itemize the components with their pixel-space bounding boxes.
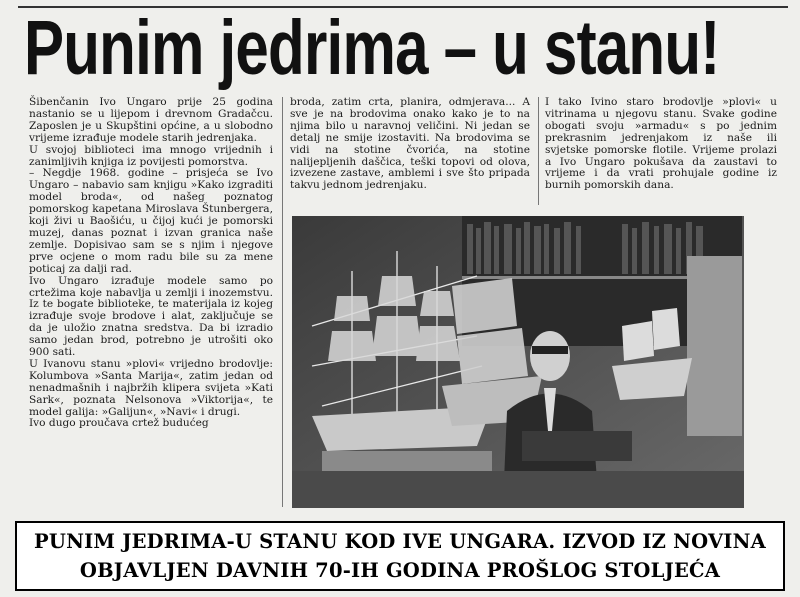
article-column-2: broda, zatim crta, planira, odmjerava... A sve je na brodovima onako kako je to na njima bilo u naravnoj veličini. Ni jedan se detalj ne smije izostaviti. Na brodovima se vidi na stotine čvorića, na stotine nalijepljenih daščica, teški topovi od olova, izvezene zastave, amblemi i sve što pripada takvu jednom jedrenjaku.	[290, 96, 530, 192]
caption-line-2: OBJAVLJEN DAVNIH 70-IH GODINA PROŠLOG STOLJEĆA	[79, 559, 721, 582]
column-divider	[282, 97, 283, 507]
column-divider	[538, 97, 539, 205]
article-column-3: I tako Ivino staro brodovlje »plovi« u vitrinama u njegovu stanu. Svake godine obogati svoju »armadu« s po jednim prekrasnim jedrenjakom iz naše ili svjetske pomorske flotile. Vrijeme prolazi a Ivo Ungaro pokušava da zaustavi to vrijeme i da vrati prohujale godine iz burnih pomorskih dana.	[545, 96, 777, 192]
caption-line-1: PUNIM JEDRIMA-U STANU KOD IVE UNGARA. IZVOD IZ NOVINA	[34, 530, 766, 553]
article-column-1: Šibenčanin Ivo Ungaro prije 25 godina nastanio se u lijepom i drevnom Gradačcu. Zaposlen je u Skupštini općine, a u slobodno vrijeme izrađuje modele starih jedrenjaka. U svojoj biblioteci ima mnogo vrijednih i zanimljivih knjiga iz povijesti pomorstva. – Negdje 1968. godine – prisjeća se Ivo Ungaro – nabavio sam knjigu »Kako izgraditi model broda«, od našeg poznatog pomorskog kapetana Miroslava Štunbergera, koji živi u Baošiću, u čijoj kući je pomorski muzej, danas poznat i izvan granica naše zemlje. Dopisivao sam se s njim i njegove prve ocjene o mom radu bile su za mene poticaj za dalji rad. Ivo Ungaro izrađuje modele samo po crtežima koje nabavlja u zemlji i inozemstvu. Iz te bogate biblioteke, te materijala iz kojeg izrađuje svoje brodove i alat, zaključuje se da je uložio znatna sredstva. Da bi izradio samo jedan brod, potrebno je utrošiti oko 900 sati. U Ivanovu stanu »plovi« vrijedno brodovlje: Kolumbova »Santa Marija«, zatim jedan od nenadmašnih i najbržih klipera svijeta »Kati Sark«, poznata Nelsonova »Viktorija«, te model galija: »Galijun«, »Navi« i drugi. Ivo dugo proučava crtež budućeg	[29, 96, 273, 430]
article-headline: Punim jedrima – u stanu!	[24, 5, 720, 91]
caption-box	[15, 521, 785, 591]
ship-models-photo	[292, 216, 744, 508]
